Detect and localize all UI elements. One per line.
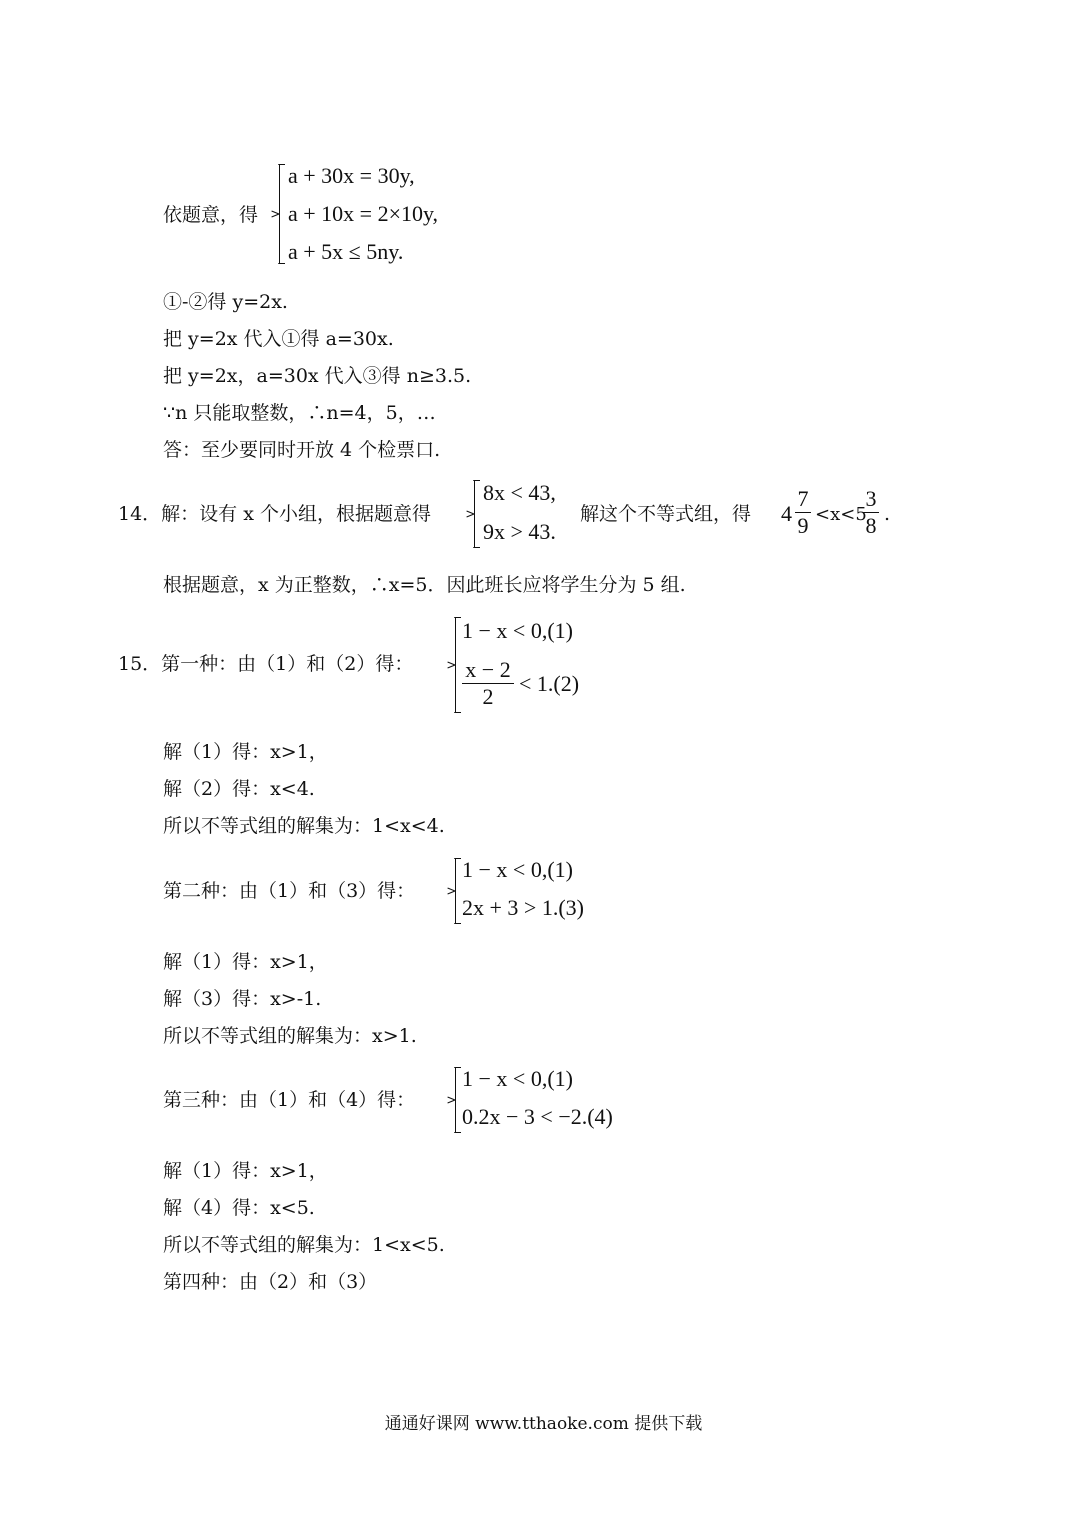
p13-step-1: ①-②得 y=2x.: [163, 291, 288, 313]
p15-method3-label: 第三种：由（1）和（4）得：: [163, 1089, 416, 1111]
p15-method3-brace: [455, 1067, 456, 1133]
p14-fraction-right-den: 8: [865, 513, 877, 538]
p14-solve-text: 解这个不等式组，得: [580, 503, 752, 525]
p15-method3-step-1: 解（1）得：x>1，: [163, 1160, 328, 1182]
p13-step-2: 把 y=2x 代入①得 a=30x.: [163, 328, 394, 350]
p13-step-4: ∵n 只能取整数，∴n=4，5，…: [163, 402, 436, 424]
p15-method2-brace: [455, 858, 456, 924]
p15-method1-step-1: 解（1）得：x>1，: [163, 741, 328, 763]
p14-whole-left: 4: [781, 501, 792, 526]
p13-intro: 依题意，得: [163, 204, 259, 226]
p14-fraction-left: [795, 486, 811, 539]
p15-method2-solution: 所以不等式组的解集为：x>1.: [163, 1025, 417, 1047]
p15-method3-step-2: 解（4）得：x<5.: [163, 1197, 315, 1219]
p15-method1-solution: 所以不等式组的解集为：1<x<4.: [163, 815, 445, 837]
p15-method2-label: 第二种：由（1）和（3）得：: [163, 880, 416, 902]
p15-method1-brace: [455, 617, 456, 713]
p15-method3-solution: 所以不等式组的解集为：1<x<5.: [163, 1234, 445, 1256]
p15-method3-ineq-2: 0.2x − 3 < −2.(4): [462, 1104, 613, 1129]
p14-conclusion: 根据题意，x 为正整数，∴x=5．因此班长应将学生分为 5 组.: [163, 574, 686, 596]
p13-system-brace: [279, 164, 280, 264]
p15-method1-step-2: 解（2）得：x<4.: [163, 778, 315, 800]
p15-method1-frac-den: 2: [482, 684, 494, 709]
p14-end: .: [884, 503, 891, 525]
p15-method3-ineq-1: 1 − x < 0,(1): [462, 1066, 573, 1091]
p14-fraction-right-num: 3: [865, 486, 877, 511]
p14-relation: <x<5: [815, 504, 867, 525]
p14-fraction-right: [863, 486, 879, 539]
p13-eq-3: a + 5x ≤ 5ny.: [288, 239, 404, 264]
p15-method1-ineq-2-tail: < 1.(2): [519, 671, 580, 696]
p15-method2-step-2: 解（3）得：x>-1.: [163, 988, 322, 1010]
p13-eq-2: a + 10x = 2×10y,: [288, 201, 439, 226]
p15-method2-ineq-2: 2x + 3 > 1.(3): [462, 895, 584, 920]
p14-fraction-left-den: 9: [797, 513, 809, 538]
p14-label: 14．解：设有 x 个小组，根据题意得: [118, 503, 431, 525]
p13-answer: 答：至少要同时开放 4 个检票口.: [163, 439, 441, 461]
p13-step-3: 把 y=2x，a=30x 代入③得 n≥3.5.: [163, 365, 472, 387]
p15-method1-frac-num: x − 2: [465, 657, 511, 682]
p14-ineq-2: 9x > 43.: [483, 519, 556, 544]
p15-method4-label: 第四种：由（2）和（3）: [163, 1271, 378, 1293]
p14-ineq-1: 8x < 43,: [483, 480, 556, 505]
p14-fraction-left-num: 7: [797, 486, 809, 511]
p14-system-brace: [474, 480, 475, 548]
p15-method2-step-1: 解（1）得：x>1，: [163, 951, 328, 973]
page-footer: 通通好课网 www.tthaoke.com 提供下载: [384, 1414, 703, 1434]
p15-method1-fraction: [462, 657, 514, 710]
p15-method1-label: 15．第一种：由（1）和（2）得：: [118, 653, 414, 675]
p15-method1-ineq-1: 1 − x < 0,(1): [462, 618, 573, 643]
p13-eq-1: a + 30x = 30y,: [288, 163, 415, 188]
p15-method2-ineq-1: 1 − x < 0,(1): [462, 857, 573, 882]
